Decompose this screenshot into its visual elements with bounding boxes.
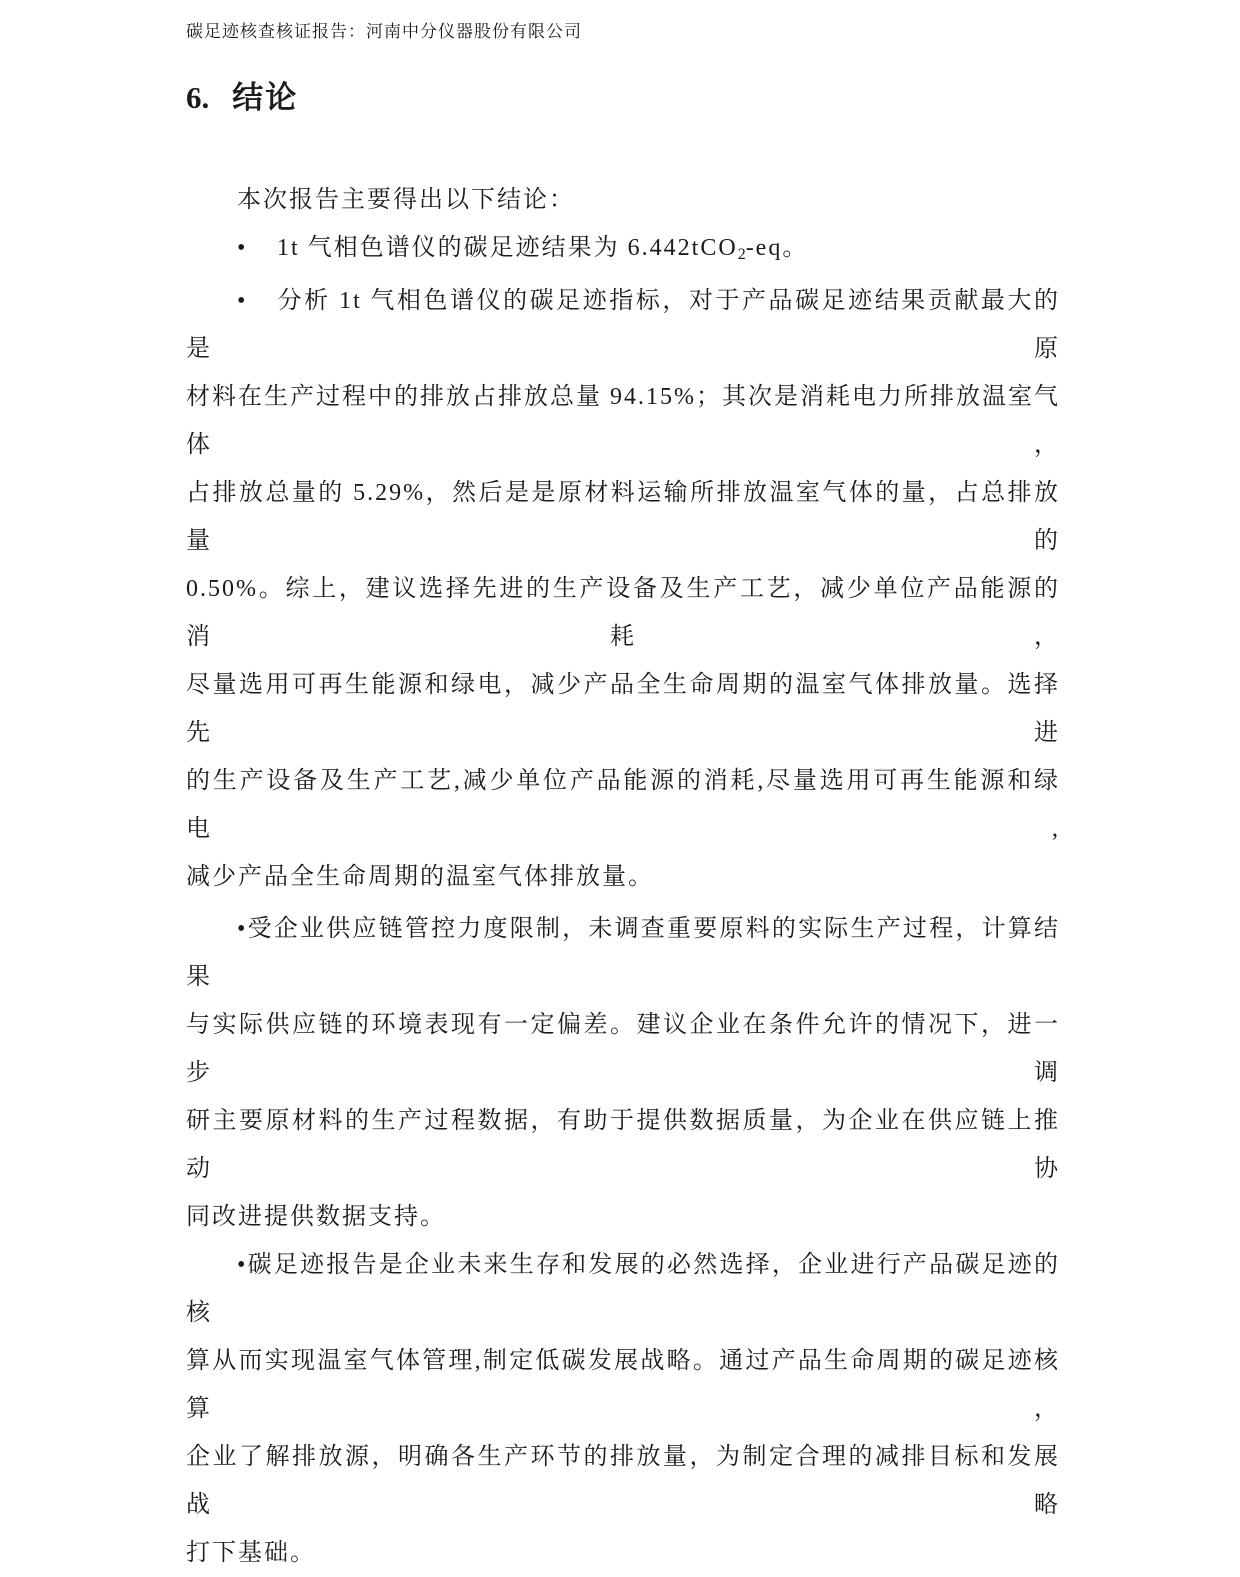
section-heading [186,76,298,120]
text-line [186,277,1060,373]
text-line: •受企业供应链管控力度限制，未调查重要原料的实际生产过程，计算结果 [186,916,1060,990]
text-line: 材料在生产过程中的排放占排放总量 94.15%；其次是消耗电力所排放温室气体， [186,384,1060,458]
paragraph-supply-chain [186,905,1060,1241]
bullet-result-line [186,224,1060,272]
text-line: 同改进提供数据支持。 [186,1204,446,1230]
intro-line: 本次报告主要得出以下结论： [237,187,575,213]
section-title: 结论 [232,80,299,115]
paragraph-future [186,1241,1060,1577]
bullet-result-text-end: -eq。 [745,235,809,261]
text-line: 打下基础。 [186,1540,316,1566]
co2-subscript: 2 [737,246,746,263]
text-line: 企业了解排放源，明确各生产环节的排放量，为制定合理的减排目标和发展战略 [186,1444,1060,1518]
text-line: 尽量选用可再生能源和绿电，减少产品全生命周期的温室气体排放量。选择先进 [186,672,1060,746]
section-number: 6. [186,80,210,115]
bullet-dot-icon: • [237,288,246,314]
body-text [186,176,1060,1577]
bullet-dot-icon: • [237,235,246,261]
text-line: 减少产品全生命周期的温室气体排放量。 [186,864,654,890]
text-line: 研主要原材料的生产过程数据，有助于提供数据质量，为企业在供应链上推动协 [186,1108,1060,1182]
bullet-analysis-first-line: 分析 1t 气相色谱仪的碳足迹指标，对于产品碳足迹结果贡献最大的是原 [186,288,1060,362]
running-header: 碳足迹核查核证报告：河南中分仪器股份有限公司 [186,22,582,41]
text-line: 0.50%。综上，建议选择先进的生产设备及生产工艺，减少单位产品能源的消耗， [186,576,1060,650]
text-line: 的生产设备及生产工艺,减少单位产品能源的消耗,尽量选用可再生能源和绿电, [186,768,1060,842]
text-line: •碳足迹报告是企业未来生存和发展的必然选择，企业进行产品碳足迹的核 [186,1252,1060,1326]
text-line: 占排放总量的 5.29%，然后是是原材料运输所排放温室气体的量，占总排放量的 [186,480,1060,554]
bullet-result-text: 1t 气相色谱仪的碳足迹结果为 6.442tCO [277,235,738,261]
text-line: 算从而实现温室气体管理,制定低碳发展战略。通过产品生命周期的碳足迹核算， [186,1348,1060,1422]
text-line: 与实际供应链的环境表现有一定偏差。建议企业在条件允许的情况下，进一步调 [186,1012,1060,1086]
paragraph-analysis [186,277,1060,901]
